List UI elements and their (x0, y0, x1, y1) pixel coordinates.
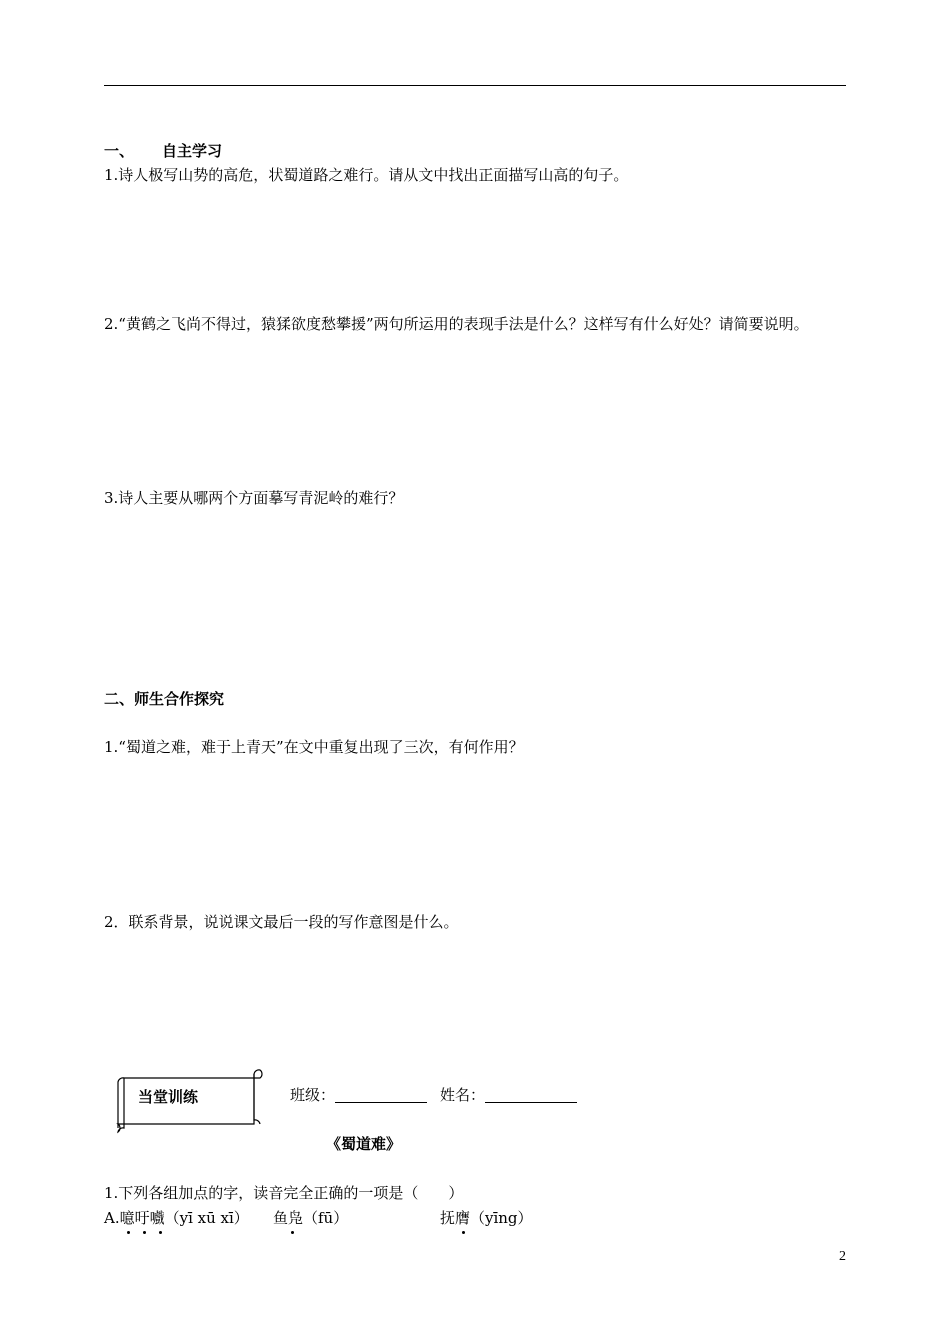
header-rule (104, 85, 846, 86)
option-a-part1: 噫吁嚱（yī xū xī） (119, 1209, 249, 1227)
option-a-part2: 鱼凫（fū） (273, 1209, 349, 1227)
section-1-number: 一、 (104, 142, 135, 160)
section-1-title: 自主学习 (162, 142, 223, 160)
class-field (290, 1082, 427, 1108)
practice-question-1: 1.下列各组加点的字，读音完全正确的一项是（ ） (104, 1184, 464, 1202)
name-blank (485, 1086, 577, 1103)
emphasis-dot (143, 1231, 146, 1234)
emphasis-dot (159, 1231, 162, 1234)
option-a (104, 1205, 249, 1231)
question-2-1: 1.“蜀道之难，难于上青天”在文中重复出现了三次，有何作用？ (104, 738, 524, 756)
poem-title: 《蜀道难》 (326, 1135, 402, 1153)
practice-banner-label: 当堂训练 (138, 1088, 199, 1106)
page-number: 2 (839, 1249, 846, 1264)
question-2-2: 2．联系背景，说说课文最后一段的写作意图是什么。 (104, 913, 459, 931)
emphasis-dot (291, 1231, 294, 1234)
question-1-2: 2.“黄鹤之飞尚不得过，猿猱欲度愁攀援”两句所运用的表现手法是什么？这样写有什么好处？请简要说明。 (104, 315, 809, 333)
option-a-label: A. (104, 1209, 120, 1227)
name-label: 姓名： (440, 1086, 486, 1104)
section-2-title: 二、师生合作探究 (104, 690, 225, 708)
name-field (440, 1082, 577, 1108)
emphasis-dot (127, 1231, 130, 1234)
emphasis-dot (462, 1231, 465, 1234)
option-a-part3: 抚膺（yīng） (440, 1209, 533, 1227)
question-1-3: 3.诗人主要从哪两个方面摹写青泥岭的难行？ (104, 489, 404, 507)
class-label: 班级： (290, 1086, 336, 1104)
class-blank (335, 1086, 427, 1103)
question-1-1: 1.诗人极写山势的高危，状蜀道路之难行。请从文中找出正面描写山高的句子。 (104, 166, 629, 184)
